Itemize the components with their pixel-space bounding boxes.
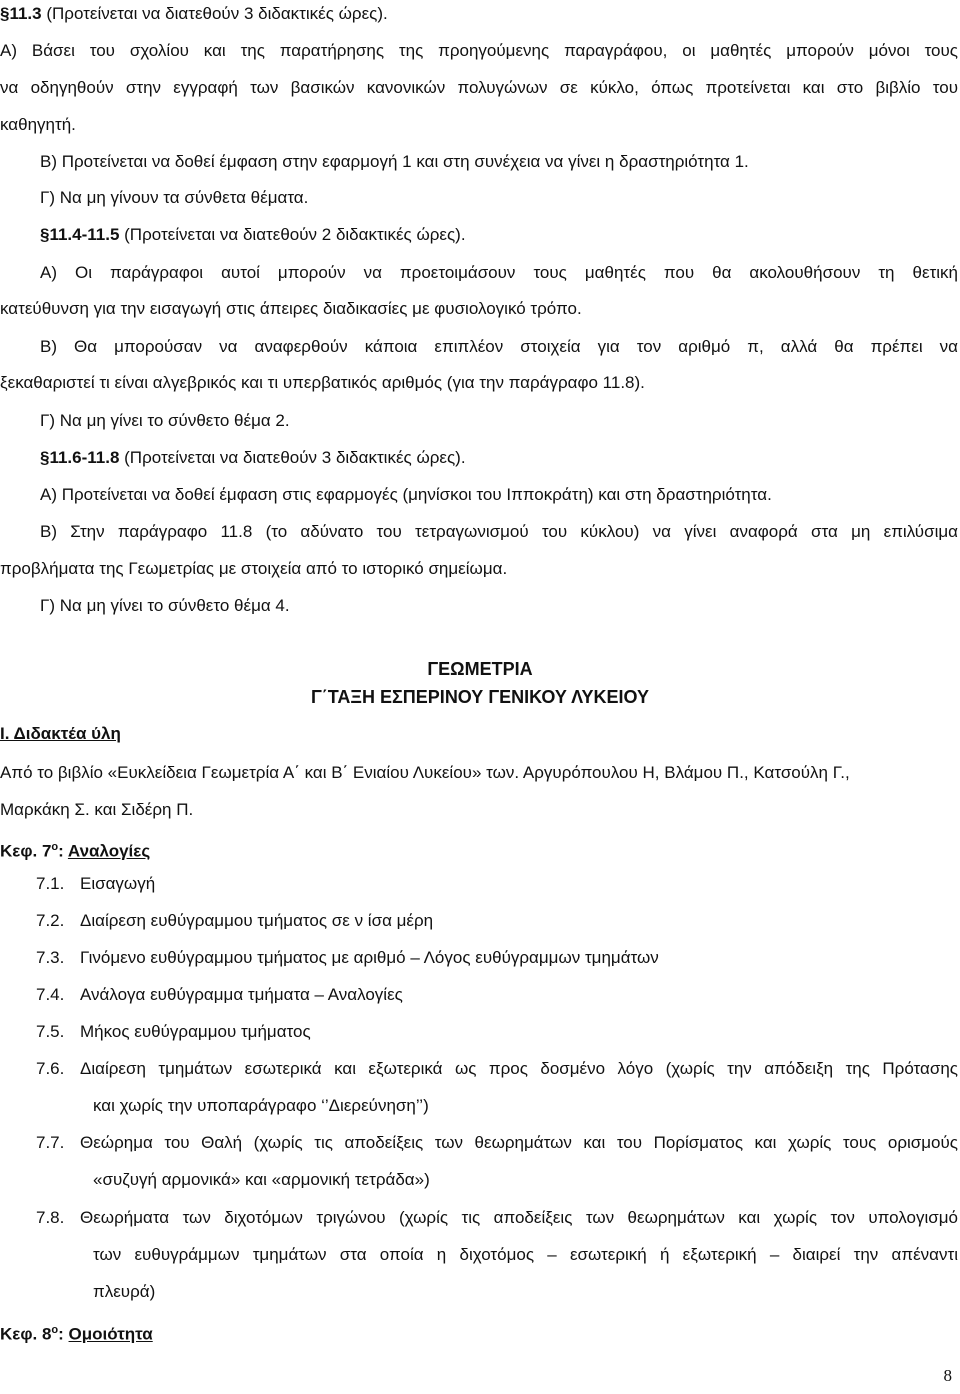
section-number: §11.3	[0, 4, 42, 23]
list-item-number: 7.4.	[36, 985, 65, 1004]
list-item: Διαίρεση ευθύγραμμου τμήματος σε ν ίσα μέρη	[80, 911, 434, 930]
chapter-title: Ομοιότητα	[68, 1324, 153, 1344]
paragraph-c: Γ) Να μη γίνει το σύνθετο θέμα 2.	[40, 411, 290, 430]
list-item: Μήκος ευθύγραμμου τμήματος	[80, 1022, 311, 1041]
paragraph-line: να οδηγηθούν στην εγγραφή των βασικών κανονικών πολυγώνων σε κύκλο, όπως προτείνεται και στο βιβλίο του	[0, 78, 958, 97]
list-item-continuation: πλευρά)	[93, 1282, 156, 1301]
list-item: Θεώρημα του Θαλή (χωρίς τις αποδείξεις των θεωρημάτων και του Πορίσματος και χωρίς τους ορισμούς	[80, 1133, 958, 1152]
paragraph-line: ξεκαθαριστεί τι είναι αλγεβρικός και τι υπερβατικός αριθμός (για την παράγραφο 11.8).	[0, 373, 645, 392]
document-subtitle: Γ΄ΤΑΞΗ ΕΣΠΕΡΙΝΟΥ ΓΕΝΙΚΟΥ ΛΥΚΕΙΟΥ	[310, 687, 650, 707]
paragraph-line: Α) Βάσει του σχολίου και της παρατήρησης της προηγούμενης παραγράφου, οι μαθητές μπορούν μόνοι τους	[0, 41, 958, 60]
paragraph-line: προβλήματα της Γεωμετρίας με στοιχεία από το ιστορικό σημείωμα.	[0, 559, 508, 578]
paragraph-c: Γ) Να μη γίνει το σύνθετο θέμα 4.	[40, 596, 290, 615]
chapter-ordinal: ο	[51, 1324, 59, 1336]
book-reference-line: Από το βιβλίο «Ευκλείδεια Γεωμετρία Α΄ και Β΄ Ενιαίου Λυκείου» των. Αργυρόπουλου Η, Βλάμου Π., Κατσούλη Γ.,	[0, 763, 850, 782]
paragraph-line: Β) Θα μπορούσαν να αναφερθούν κάποια επιπλέον στοιχεία για τον αριθμό π, αλλά θα πρέπει να	[40, 337, 958, 356]
section-duration: (Προτείνεται να διατεθούν 3 διδακτικές ώρες).	[119, 448, 466, 467]
paragraph-b: Β) Προτείνεται να δοθεί έμφαση στην εφαρμογή 1 και στη συνέχεια να γίνει η δραστηριότητα 1.	[40, 152, 749, 171]
paragraph-line: κατεύθυνση για την εισαγωγή στις άπειρες διαδικασίες με φυσιολογικό τρόπο.	[0, 299, 582, 318]
list-item: Γινόμενο ευθύγραμμου τμήματος με αριθμό – Λόγος ευθύγραμμων τμημάτων	[80, 948, 659, 967]
book-reference-line: Μαρκάκη Σ. και Σιδέρη Π.	[0, 800, 194, 819]
list-item-number: 7.5.	[36, 1022, 65, 1041]
list-item-number: 7.6.	[36, 1059, 65, 1078]
list-item: Θεωρήματα των διχοτόμων τριγώνου (χωρίς τις αποδείξεις των θεωρημάτων και χωρίς τον υπολογισμό	[80, 1208, 958, 1227]
paragraph-line: Β) Στην παράγραφο 11.8 (το αδύνατο του τετραγωνισμού του κύκλου) να γίνει αναφορά στα μη επιλύσιμα	[40, 522, 958, 541]
chapter-7-heading	[0, 836, 150, 863]
section-11-3-heading	[0, 3, 388, 25]
list-item-continuation: των ευθυγράμμων τμημάτων στα οποία η διχοτόμος – εσωτερική ή εξωτερική – διαιρεί την απέναντι	[93, 1245, 958, 1264]
list-item-number: 7.3.	[36, 948, 65, 967]
list-item-number: 7.1.	[36, 874, 65, 893]
list-item: Εισαγωγή	[80, 874, 156, 893]
section-11-6-heading	[40, 447, 466, 469]
list-item-continuation: «συζυγή αρμονικά» και «αρμονική τετράδα»)	[93, 1170, 430, 1189]
paragraph-c: Γ) Να μη γίνουν τα σύνθετα θέματα.	[40, 188, 309, 207]
paragraph-line: καθηγητή.	[0, 115, 76, 134]
list-item-continuation: και χωρίς την υποπαράγραφο ‘’Διερεύνηση’’)	[93, 1096, 429, 1115]
list-item: Ανάλογα ευθύγραμμα τμήματα – Αναλογίες	[80, 985, 403, 1004]
page-number: 8	[943, 1366, 952, 1385]
list-item-number: 7.8.	[36, 1208, 65, 1227]
chapter-8-heading	[0, 1319, 153, 1346]
chapter-ordinal: ο	[51, 841, 59, 853]
paragraph-a: Α) Προτείνεται να δοθεί έμφαση στις εφαρμογές (μηνίσκοι του Ιπποκράτη) και στη δραστηριότητα.	[40, 485, 772, 504]
document-title: ΓΕΩΜΕΤΡΙΑ	[427, 659, 533, 679]
chapter-colon: :	[58, 1324, 69, 1344]
chapter-title: Αναλογίες	[67, 841, 151, 861]
list-item: Διαίρεση τμημάτων εσωτερικά και εξωτερικά ως προς δοσμένο λόγο (χωρίς την απόδειξη της Πρότασης	[80, 1059, 958, 1078]
chapter-prefix: Κεφ. 8	[0, 1324, 52, 1344]
list-item-number: 7.7.	[36, 1133, 65, 1152]
section-number: §11.4-11.5	[40, 225, 120, 244]
chapter-prefix: Κεφ. 7	[0, 841, 52, 861]
list-item-number: 7.2.	[36, 911, 65, 930]
paragraph-line: Α) Οι παράγραφοι αυτοί μπορούν να προετοιμάσουν τους μαθητές που θα ακολουθήσουν τη θετική	[40, 263, 958, 282]
section-number: §11.6-11.8	[40, 448, 120, 467]
section-11-4-heading	[40, 224, 466, 246]
section-heading: Ι. Διδακτέα ύλη	[0, 724, 121, 743]
section-duration: (Προτείνεται να διατεθούν 2 διδακτικές ώρες).	[119, 225, 466, 244]
chapter-colon: :	[58, 841, 68, 861]
section-duration: (Προτείνεται να διατεθούν 3 διδακτικές ώρες).	[41, 4, 388, 23]
